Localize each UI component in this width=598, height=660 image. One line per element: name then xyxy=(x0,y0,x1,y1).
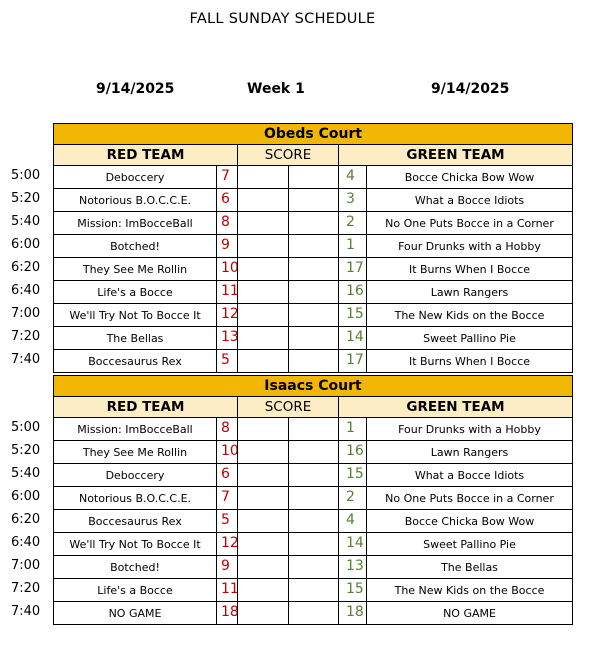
green-score-cell[interactable] xyxy=(288,510,339,532)
green-team-name: It Burns When I Bocce xyxy=(366,258,572,280)
red-score-cell[interactable] xyxy=(237,281,288,303)
table-row xyxy=(11,487,576,510)
match-cells xyxy=(53,579,573,602)
green-score-cell[interactable] xyxy=(288,281,339,303)
table-row xyxy=(11,441,576,464)
match-cells xyxy=(53,441,573,464)
green-score-cell[interactable] xyxy=(288,166,339,188)
green-team-number: 17 xyxy=(346,352,364,368)
red-team-name: Life's a Bocce xyxy=(97,584,173,597)
table-row xyxy=(11,602,576,625)
green-team-number: 16 xyxy=(346,443,364,459)
match-cells xyxy=(53,235,573,258)
match-cells xyxy=(53,212,573,235)
red-team-name: We'll Try Not To Bocce It xyxy=(69,309,201,322)
green-team-name: NO GAME xyxy=(366,602,572,624)
red-team-number: 12 xyxy=(216,304,237,326)
red-score-cell[interactable] xyxy=(237,212,288,234)
green-score-cell[interactable] xyxy=(288,327,339,349)
match-cells xyxy=(53,166,573,189)
match-cells xyxy=(53,327,573,350)
red-score-cell[interactable] xyxy=(237,510,288,532)
table-row xyxy=(11,418,576,441)
game-time: 5:40 xyxy=(11,466,41,481)
red-team-name: Boccesaurus Rex xyxy=(88,355,182,368)
game-time: 6:00 xyxy=(11,237,41,252)
red-team-name: Mission: ImBocceBall xyxy=(77,217,193,230)
green-team-number: 1 xyxy=(346,237,355,253)
green-score-cell[interactable] xyxy=(288,212,339,234)
table-row xyxy=(11,235,576,258)
green-team-name: The Bellas xyxy=(366,556,572,578)
court-section xyxy=(11,375,576,625)
date-left: 9/14/2025 xyxy=(96,81,175,97)
green-team-number: 2 xyxy=(346,214,355,230)
court-title: Obeds Court xyxy=(53,123,573,145)
table-row xyxy=(11,304,576,327)
green-score-cell[interactable] xyxy=(288,418,339,440)
game-time: 6:40 xyxy=(11,283,41,298)
red-team-number: 5 xyxy=(216,510,237,532)
table-row xyxy=(11,258,576,281)
green-team-number: 15 xyxy=(346,466,364,482)
table-row xyxy=(11,212,576,235)
red-team-name: They See Me Rollin xyxy=(82,263,188,276)
red-team-name: We'll Try Not To Bocce It xyxy=(69,538,201,551)
green-team-name: Lawn Rangers xyxy=(366,281,572,303)
red-team-header: RED TEAM xyxy=(106,147,185,163)
red-team-number: 7 xyxy=(216,166,237,188)
game-time: 6:00 xyxy=(11,489,41,504)
week-label: Week 1 xyxy=(247,81,305,97)
column-header-row xyxy=(53,397,573,418)
green-score-cell[interactable] xyxy=(288,235,339,257)
red-team-number: 13 xyxy=(216,327,237,349)
green-team-number: 14 xyxy=(346,535,364,551)
green-score-cell[interactable] xyxy=(288,556,339,578)
red-team-number: 12 xyxy=(216,533,237,555)
date-right: 9/14/2025 xyxy=(431,81,510,97)
green-score-cell[interactable] xyxy=(288,487,339,509)
match-cells xyxy=(53,556,573,579)
green-team-header: GREEN TEAM xyxy=(406,399,505,415)
green-team-number: 14 xyxy=(346,329,364,345)
green-team-number: 15 xyxy=(346,581,364,597)
match-cells xyxy=(53,602,573,625)
red-score-cell[interactable] xyxy=(237,602,288,624)
green-team-name: The New Kids on the Bocce xyxy=(366,304,572,326)
green-score-cell[interactable] xyxy=(288,441,339,463)
red-team-number: 6 xyxy=(216,189,237,211)
game-time: 6:20 xyxy=(11,512,41,527)
red-team-name: Botched! xyxy=(110,240,160,253)
green-team-number: 1 xyxy=(346,420,355,436)
red-team-number: 11 xyxy=(216,579,237,601)
red-team-number: 6 xyxy=(216,464,237,486)
game-time: 6:20 xyxy=(11,260,41,275)
red-team-header: RED TEAM xyxy=(106,399,185,415)
red-team-number: 18 xyxy=(216,602,237,624)
match-cells xyxy=(53,281,573,304)
red-score-cell[interactable] xyxy=(237,327,288,349)
red-score-cell[interactable] xyxy=(237,189,288,211)
green-team-name: What a Bocce Idiots xyxy=(366,189,572,211)
table-row xyxy=(11,556,576,579)
green-team-number: 2 xyxy=(346,489,355,505)
green-score-cell[interactable] xyxy=(288,258,339,280)
table-row xyxy=(11,327,576,350)
match-cells xyxy=(53,510,573,533)
red-score-cell[interactable] xyxy=(237,418,288,440)
score-header: SCORE xyxy=(237,397,339,417)
match-cells xyxy=(53,304,573,327)
table-row xyxy=(11,533,576,556)
game-time: 5:00 xyxy=(11,168,41,183)
green-team-name: What a Bocce Idiots xyxy=(366,464,572,486)
game-time: 5:20 xyxy=(11,191,41,206)
green-team-number: 4 xyxy=(346,168,355,184)
green-team-name: Four Drunks with a Hobby xyxy=(366,418,572,440)
green-score-cell[interactable] xyxy=(288,464,339,486)
red-team-name: Notorious B.O.C.C.E. xyxy=(78,194,192,207)
game-time: 5:40 xyxy=(11,214,41,229)
green-team-name: The New Kids on the Bocce xyxy=(366,579,572,601)
red-team-name: The Bellas xyxy=(106,332,164,345)
game-time: 7:00 xyxy=(11,306,41,321)
red-team-name: Boccesaurus Rex xyxy=(88,515,182,528)
court-title: Isaacs Court xyxy=(53,375,573,397)
court-section xyxy=(11,123,576,373)
green-team-number: 17 xyxy=(346,260,364,276)
game-time: 7:00 xyxy=(11,558,41,573)
score-header: SCORE xyxy=(237,145,339,165)
green-team-number: 18 xyxy=(346,604,364,620)
game-time: 5:20 xyxy=(11,443,41,458)
green-team-number: 16 xyxy=(346,283,364,299)
game-time: 7:20 xyxy=(11,329,41,344)
red-team-name: Deboccery xyxy=(105,171,165,184)
green-team-name: It Burns When I Bocce xyxy=(366,350,572,372)
red-score-cell[interactable] xyxy=(237,533,288,555)
red-team-name: Notorious B.O.C.C.E. xyxy=(78,492,192,505)
game-time: 7:40 xyxy=(11,604,41,619)
red-team-name: They See Me Rollin xyxy=(82,446,188,459)
green-team-name: Lawn Rangers xyxy=(366,441,572,463)
red-team-number: 11 xyxy=(216,281,237,303)
green-score-cell[interactable] xyxy=(288,350,339,372)
column-header-row xyxy=(53,145,573,166)
match-cells xyxy=(53,418,573,441)
red-score-cell[interactable] xyxy=(237,235,288,257)
green-score-cell[interactable] xyxy=(288,602,339,624)
red-team-name: Life's a Bocce xyxy=(97,286,173,299)
table-row xyxy=(11,579,576,602)
red-score-cell[interactable] xyxy=(237,441,288,463)
green-team-name: Sweet Pallino Pie xyxy=(366,327,572,349)
game-time: 7:40 xyxy=(11,352,41,367)
game-time: 5:00 xyxy=(11,420,41,435)
red-team-number: 8 xyxy=(216,418,237,440)
table-row xyxy=(11,350,576,373)
red-score-cell[interactable] xyxy=(237,350,288,372)
red-score-cell[interactable] xyxy=(237,579,288,601)
green-score-cell[interactable] xyxy=(288,533,339,555)
green-team-name: No One Puts Bocce in a Corner xyxy=(366,487,572,509)
table-row xyxy=(11,166,576,189)
green-team-header: GREEN TEAM xyxy=(406,147,505,163)
green-team-number: 15 xyxy=(346,306,364,322)
match-cells xyxy=(53,487,573,510)
red-team-name: NO GAME xyxy=(108,607,162,620)
red-team-number: 5 xyxy=(216,350,237,372)
match-cells xyxy=(53,464,573,487)
red-score-cell[interactable] xyxy=(237,304,288,326)
green-team-number: 13 xyxy=(346,558,364,574)
red-score-cell[interactable] xyxy=(237,166,288,188)
green-team-number: 4 xyxy=(346,512,355,528)
green-team-name: Bocce Chicka Bow Wow xyxy=(366,166,572,188)
red-score-cell[interactable] xyxy=(237,487,288,509)
red-team-name: Botched! xyxy=(110,561,160,574)
page-title: FALL SUNDAY SCHEDULE xyxy=(189,11,376,27)
green-team-name: Four Drunks with a Hobby xyxy=(366,235,572,257)
game-time: 6:40 xyxy=(11,535,41,550)
red-team-number: 10 xyxy=(216,441,237,463)
red-score-cell[interactable] xyxy=(237,556,288,578)
table-row xyxy=(11,510,576,533)
match-cells xyxy=(53,258,573,281)
green-score-cell[interactable] xyxy=(288,304,339,326)
red-team-name: Deboccery xyxy=(105,469,165,482)
green-team-name: Bocce Chicka Bow Wow xyxy=(366,510,572,532)
match-cells xyxy=(53,189,573,212)
green-team-number: 3 xyxy=(346,191,355,207)
table-row xyxy=(11,464,576,487)
red-score-cell[interactable] xyxy=(237,464,288,486)
green-team-name: Sweet Pallino Pie xyxy=(366,533,572,555)
red-team-number: 9 xyxy=(216,235,237,257)
red-team-number: 10 xyxy=(216,258,237,280)
red-score-cell[interactable] xyxy=(237,258,288,280)
game-time: 7:20 xyxy=(11,581,41,596)
green-score-cell[interactable] xyxy=(288,189,339,211)
red-team-number: 7 xyxy=(216,487,237,509)
table-row xyxy=(11,281,576,304)
green-team-name: No One Puts Bocce in a Corner xyxy=(366,212,572,234)
green-score-cell[interactable] xyxy=(288,579,339,601)
red-team-number: 8 xyxy=(216,212,237,234)
table-row xyxy=(11,189,576,212)
match-cells xyxy=(53,533,573,556)
red-team-number: 9 xyxy=(216,556,237,578)
match-cells xyxy=(53,350,573,373)
red-team-name: Mission: ImBocceBall xyxy=(77,423,193,436)
